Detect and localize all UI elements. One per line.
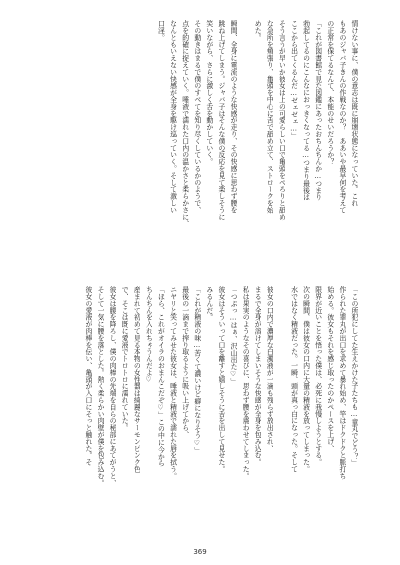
text-block-top bbox=[40, 20, 358, 264]
text-line: 「これが精液の味…苦くて濃いけど癖になりそう♡」 bbox=[192, 286, 201, 454]
text-line: 最後の一滴まで搾り取るように吸い上げてから、 bbox=[180, 286, 189, 438]
page-number: 369 bbox=[193, 548, 207, 556]
text-line: ここから出てくるんだ…ゼェゼェ…」 bbox=[289, 20, 298, 140]
text-line: 作られた睾丸が出口を求めて暴れ始め、竿はドクドクと脈打ち bbox=[337, 286, 346, 480]
text-line bbox=[241, 20, 250, 264]
text-line: 瞬間、全身に電流のような快感が走り、その快感に思わず腰を bbox=[229, 20, 238, 214]
text-line: で、そこは既に愛液でトロトロに濡れていた。 bbox=[120, 286, 129, 431]
text-line: 勃起してるのにこんなにおっきくなってる…つまり最後は bbox=[301, 20, 310, 201]
text-line: 笑いながら、さらに激しく舌を動かしていく。 bbox=[204, 20, 213, 165]
text-line: 産まれて初めて見る本物の女性器は綺麗なサーモンピンク色 bbox=[132, 286, 141, 473]
text-block-bottom bbox=[40, 286, 358, 541]
text-line: 彼女はそういって口を離すと嬉しそうに舌を出して見せた。 bbox=[216, 286, 225, 473]
text-line: みるんだ。 bbox=[204, 286, 213, 321]
text-line: 彼女の愛液が肉棒を伝い、亀頭が入口にそっと触れた。そ bbox=[83, 286, 92, 466]
text-line: 彼女の口内で濃厚な白濁液が一滴も残らず放出され、 bbox=[265, 286, 274, 452]
text-line: 限界が近いことを悟った僕は、必死に我慢しようとする。 bbox=[313, 286, 322, 466]
text-line: 点を的確に捉えていく。唾液で濡れた口内の温かさと柔らかさに、 bbox=[180, 20, 189, 227]
text-line: 跳ね上げてしまう。ジャバ子はそんな僕の反応を見て楽しそうに bbox=[216, 20, 225, 221]
text-line: 水ではなく精液だった。一瞬、頭が真っ白になった。そして bbox=[289, 286, 298, 473]
text-line bbox=[277, 286, 286, 541]
text-line: めた。 bbox=[253, 20, 262, 41]
text-line: 「つぷっ…はぁ、沢山出た♡」 bbox=[229, 286, 238, 385]
text-line: その動きはまるで僕のすべてを知り尽くしているかのようで、 bbox=[192, 20, 201, 214]
text-line: ニヤリと笑ってみせた彼女は、唾液と精液で濡れた唇を拭う。 bbox=[168, 286, 177, 480]
text-line: の正常を保てるなんて、本能のせいだろうか？ bbox=[325, 20, 334, 165]
text-line: まるで全身が溶けてしまいそうな快感が全身を包み込む。 bbox=[253, 286, 262, 466]
text-line: 私は果実のようなその喜びに、思わず腰を震わせてしまった。 bbox=[241, 286, 250, 480]
text-line: 情けない事に、僕の意志は既に崩壊状態になっていた。これ bbox=[350, 20, 358, 207]
text-line: なんともいえない快感が全身を駆け巡っていく。そして激しい bbox=[168, 20, 177, 214]
text-line: そう言うが早いか彼女は上の可愛らしい口で亀頭をぺろりと舐め bbox=[277, 20, 286, 221]
text-line: 始める。彼女もそれを感じ取ったのかペースを上げ、 bbox=[325, 286, 334, 452]
text-line: もあのジャバ子きんの作戦なのか？ ああいや最早何を考えて bbox=[337, 20, 346, 214]
text-line: 次の瞬間、僕は彼女の口内に大量の精液を放ってしまった。 bbox=[301, 286, 310, 473]
text-line: 「これが図書館で見た図鑑にあったおちんちんか…つまり bbox=[313, 20, 322, 201]
text-line: そして一気に腰を落とした。熱く柔らかい肉壁が僕を包み込む。 bbox=[96, 286, 105, 487]
text-line: 彼女は腰を降ろし、僕の肉棒の先端を自らの秘部にあてがうと、 bbox=[108, 286, 117, 487]
text-line: 口淫。 bbox=[156, 20, 165, 41]
text-line: 「ほら、これがオイラのおまんこだぞ♡」この中に今から bbox=[156, 286, 165, 467]
text-line: な急所を頬張り、亀頭を中心に舌で舐め立て、ストロークを始 bbox=[265, 20, 274, 214]
text-line: ちんちんを入れちゃうんだよ♡ bbox=[144, 286, 153, 384]
text-line: 「この所犯にしてた生えかけた子たちも…童丸でどう？」 bbox=[350, 286, 358, 467]
